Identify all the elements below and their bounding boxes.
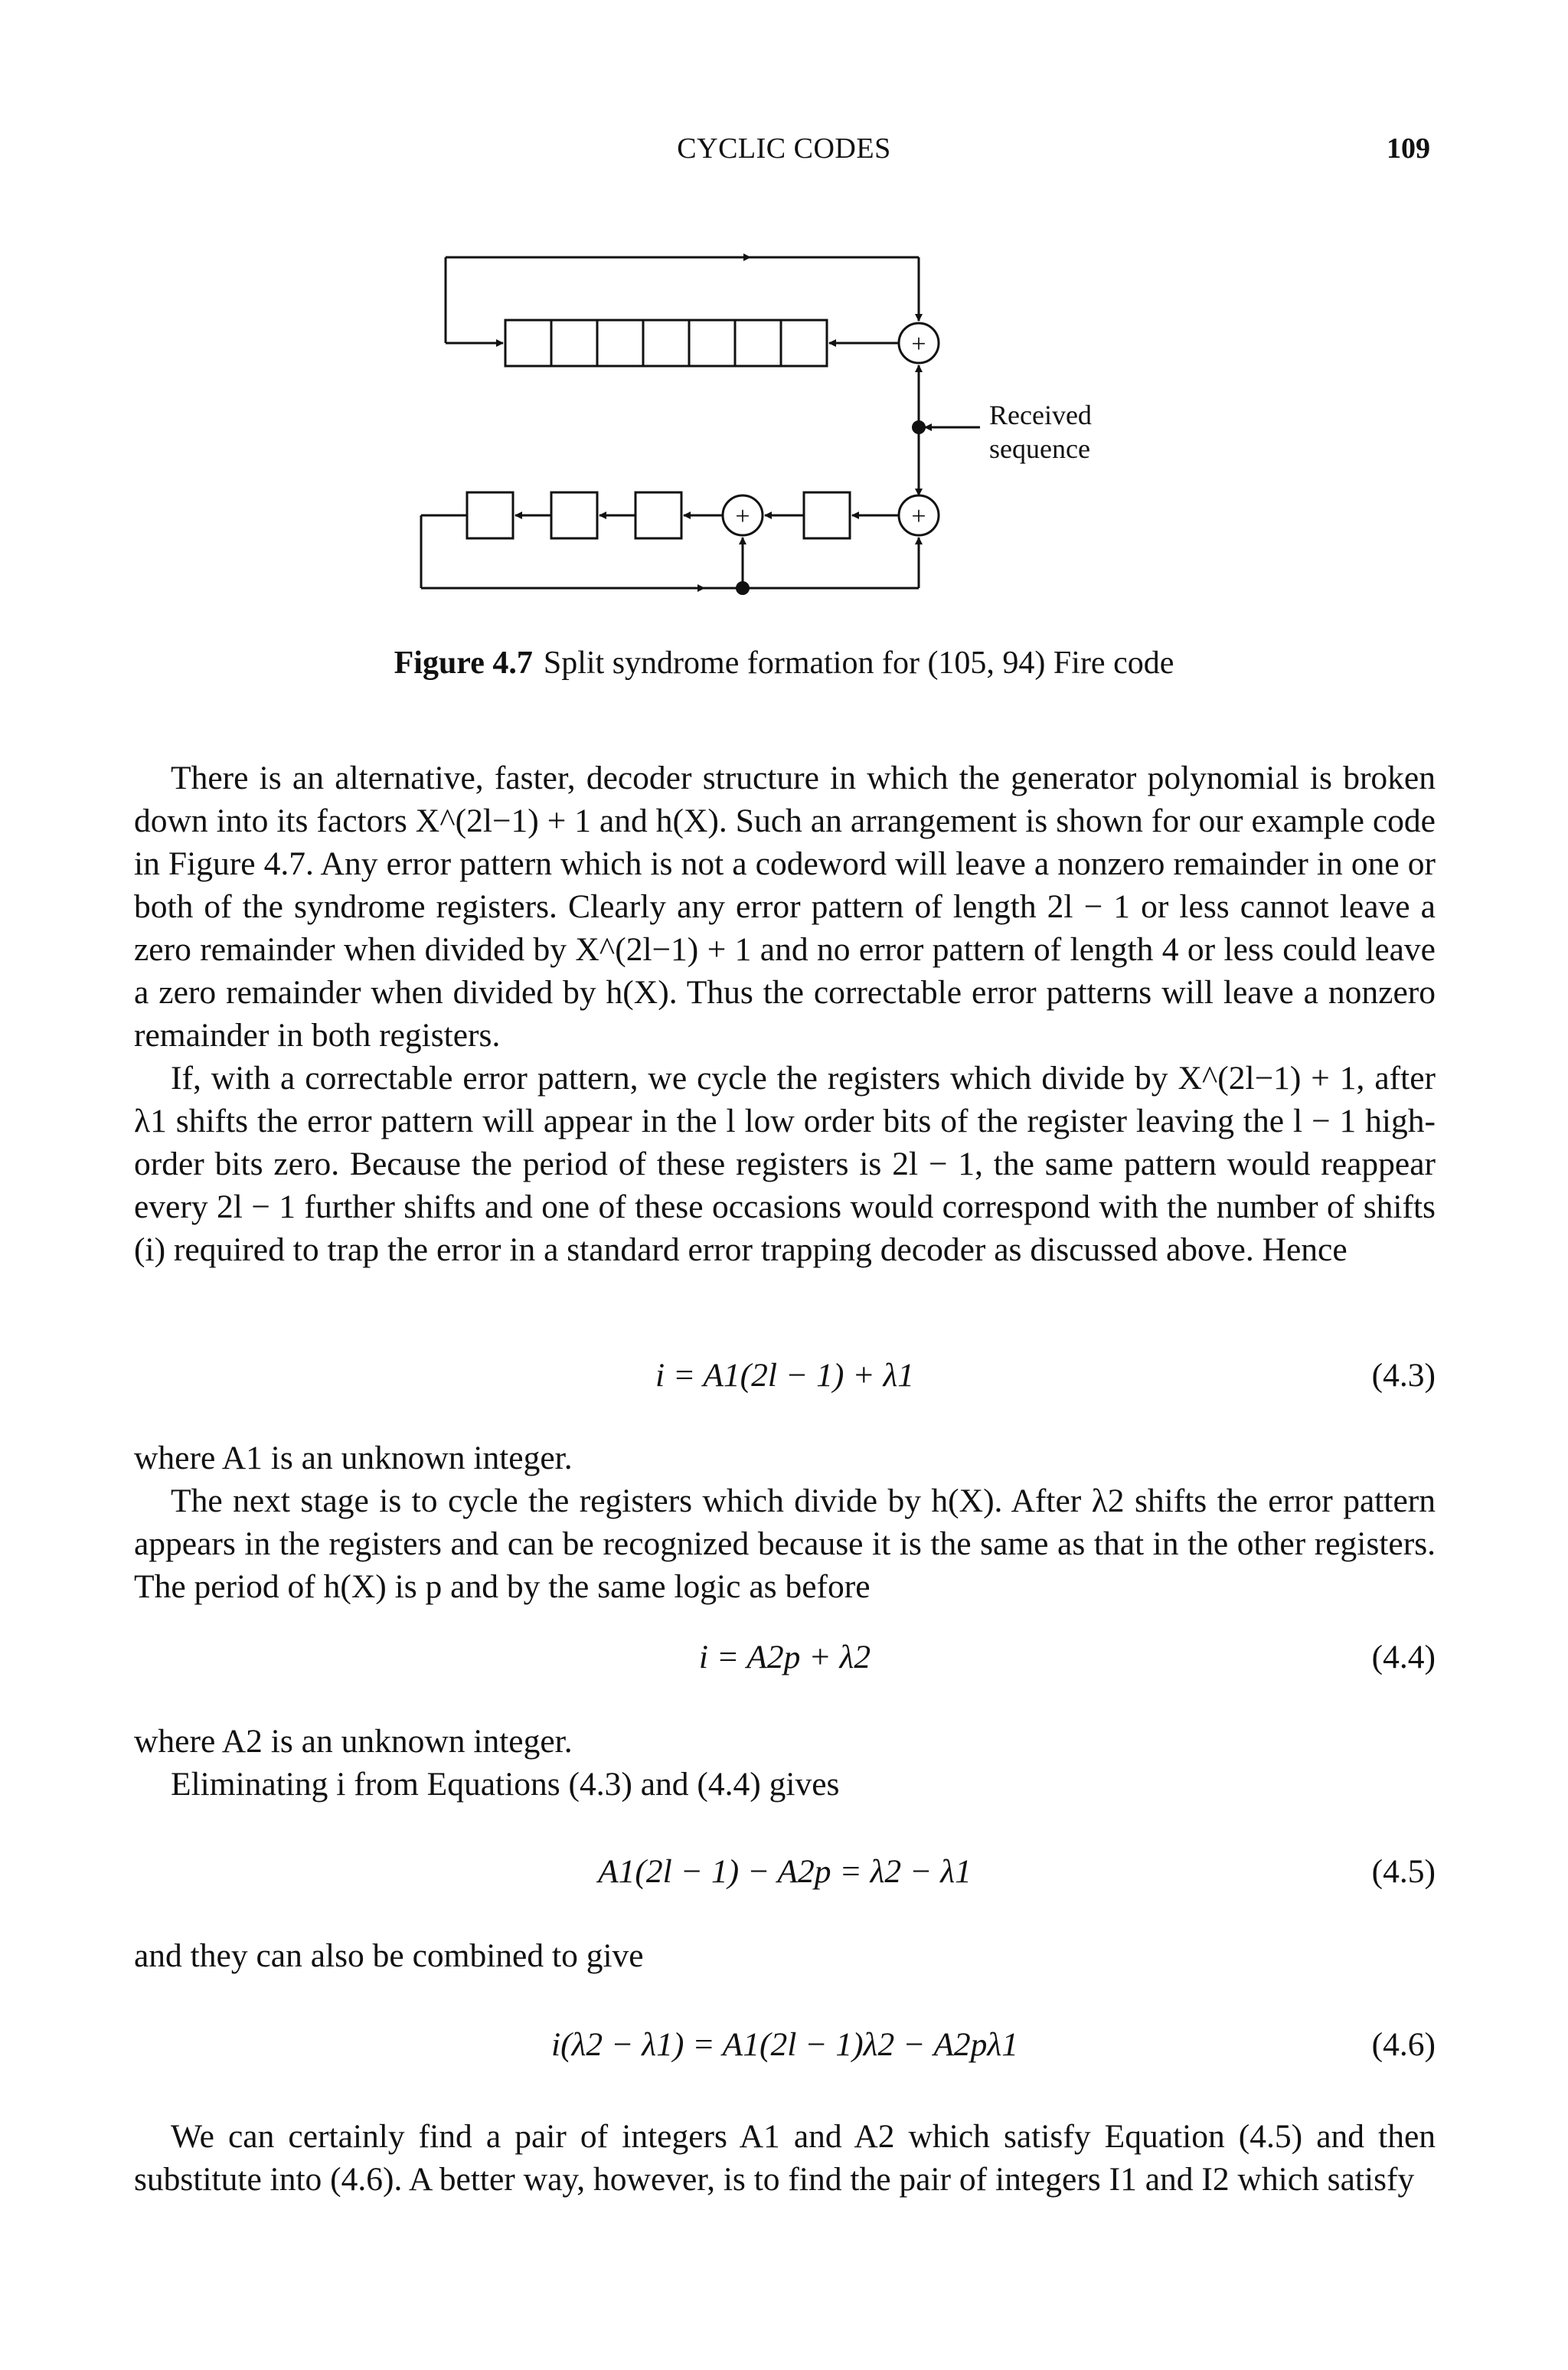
equation-expr: i(λ2 − λ1) = A1(2l − 1)λ2 − A2pλ1 — [551, 2026, 1018, 2063]
paragraph-text: If, with a correctable error pattern, we cycle the registers which divide by X^(2l−1) + 1, after λ1 shifts the error pattern will appear in the l low order bits of the register leaving the l − 1 high-order bits zero. Because the period of these registers is 2l − 1, the same pattern would reappear every 2l − 1 further shifts and one of these occasions would correspond with the number of shifts (i) required to trap the error in a standard error trapping decoder as discussed above. Hence — [134, 1060, 1436, 1268]
input-label-line1: Received — [989, 400, 1092, 430]
input-label-line2: sequence — [989, 433, 1090, 464]
top-register — [505, 320, 827, 366]
equation-number: (4.4) — [1371, 1639, 1436, 1675]
equation-expr: A1(2l − 1) − A2p = λ2 − λ1 — [598, 1853, 972, 1890]
paragraph-8 — [134, 2115, 1436, 2201]
paragraph-text: The next stage is to cycle the registers which divide by h(X). After λ2 shifts the error pattern appears in the registers and can be recognized because it is the same as that in the other registers. The period of h(X) is p and by the same logic as before — [134, 1482, 1436, 1605]
paragraph-5 — [134, 1720, 1436, 1763]
equation-number: (4.5) — [1371, 1853, 1436, 1890]
equation-number: (4.6) — [1371, 2026, 1436, 2063]
paragraph-text: Eliminating i from Equations (4.3) and (4.4) gives — [171, 1766, 840, 1803]
paragraph-1 — [134, 757, 1436, 1057]
equation-4-6 — [134, 2023, 1436, 2066]
bottom-stage-1 — [467, 492, 513, 538]
equation-4-5 — [134, 1850, 1436, 1893]
bottom-input-adder-symbol: + — [911, 502, 926, 531]
paragraph-6 — [134, 1763, 1436, 1806]
page-number: 109 — [1387, 132, 1430, 165]
paragraph-text: There is an alternative, faster, decoder structure in which the generator polynomial is broken down into its factors X^(2l−1) + 1 and h(X). Such an arrangement is shown for our example code in Figure 4.7. Any error pattern which is not a codeword will leave a nonzero remainder in one or both of the syndrome registers. Clearly any error pattern of length 2l − 1 or less cannot leave a zero remainder when divided by X^(2l−1) + 1 and no error pattern of length 4 or less could leave a zero remainder when divided by h(X). Thus the correctable error patterns will leave a nonzero remainder in both registers. — [134, 760, 1436, 1054]
figure-caption — [0, 645, 1568, 682]
bottom-stage-4 — [804, 492, 850, 538]
figure-4-7-diagram — [398, 244, 1164, 611]
paragraph-2 — [134, 1057, 1436, 1271]
paragraph-text: where A1 is an unknown integer. — [134, 1440, 573, 1476]
paragraph-text: We can certainly find a pair of integers A1 and A2 which satisfy Equation (4.5) and then substitute into (4.6). A better way, however, is to find the pair of integers I1 and I2 which satisfy — [134, 2118, 1436, 2198]
caption-label: Figure 4.7 — [394, 646, 533, 681]
caption-text: Split syndrome formation for (105, 94) Fire code — [543, 646, 1174, 681]
equation-4-3 — [134, 1354, 1436, 1397]
equation-expr: i = A2p + λ2 — [698, 1639, 871, 1675]
bottom-stage-3 — [635, 492, 681, 538]
running-title: CYCLIC CODES — [677, 132, 891, 165]
equation-4-4 — [134, 1636, 1436, 1679]
paragraph-3 — [134, 1437, 1436, 1479]
bottom-middle-adder-symbol: + — [735, 502, 750, 531]
equation-number: (4.3) — [1371, 1357, 1436, 1394]
bottom-stage-2 — [551, 492, 597, 538]
paragraph-4 — [134, 1479, 1436, 1608]
paragraph-text: where A2 is an unknown integer. — [134, 1723, 573, 1760]
paragraph-7 — [134, 1934, 1436, 1977]
top-adder-symbol: + — [911, 330, 926, 358]
equation-expr: i = A1(2l − 1) + λ1 — [655, 1357, 915, 1394]
paragraph-text: and they can also be combined to give — [134, 1937, 644, 1974]
